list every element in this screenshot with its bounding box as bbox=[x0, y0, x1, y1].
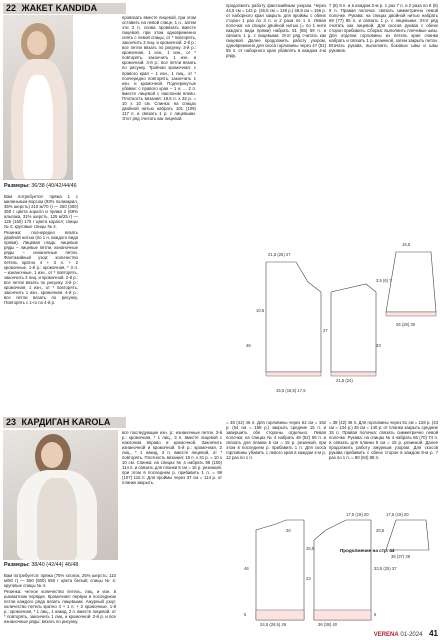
section2-number: 23 bbox=[6, 417, 17, 427]
d1-dim-5: 16,5 bbox=[402, 242, 411, 247]
section1-title: ЖАКЕТ KANDIDA bbox=[21, 3, 98, 13]
section1-sizes-label: Размеры: bbox=[4, 183, 30, 189]
section2-col2-text: все последующие изн. р.: изнаночные петли. 3-й р.: кромочная, * 1 лиц., 3 п. вместе лицевой с наклоном вправо и кромочной. Закончить изнаночной и кромочной. 5-й р.: кромочная, 2 лиц., * 1 накид, 3 п. вместе лицевой, от * повторять. Плотность вязания: 19 п. x 31 р. = 10 x 10 см. Спинка: на спицах № 4 набрать 98 (106) 114 п. и связать для планки 5 см = 15 р. резинкой, при этом в последнем р. прибавить 1 п. = 99 (107) 115 п. Для проймы через 37 см = 114 р. от планки закрыть. bbox=[122, 430, 222, 486]
section2-col4-text: = 38 (42) 46 п. Для горловины через 61 см = 128 р. (43 см = 134 р.) 45 см = 140 р. от планки закрыть средние 15 п. Правая полочка: связать симметрично левой полочке. Рукава: на спицах № 4 набрать 66 (70) 74 п. и связать для планки 5 см = 15 р. резинкой. Далее продолжить работу ажурным узором. Для скосов рукава прибавить с обеих сторон в каждом 8-м р. 7 раз по 1 п. = 80 (84) 88 п. bbox=[329, 420, 438, 461]
section1-pattern-diagram bbox=[226, 222, 438, 402]
section2-sizes-value: 38/40 (42/44) 46/48 bbox=[31, 562, 79, 568]
section1-col1 bbox=[4, 194, 78, 409]
section1-col4-text: 7 (8) 8 п. и в каждом 2-м р. 1 раз 7 п. и 2 раза по 8 (8) 8 п. Правая полочка: связать симметрично левой полочке. Рукава: на спицах двойной нитью набрать 69 (77) 85 п. и связать 1 р. с лицевыми. Этот ряд считать как лицевой. Для скосов рукава с обеих сторон прибавить. Сборка: выполнить плечевые швы. Для отделки горловины из петель края спинки набрать и связать 1 р. резинкой, затем закрыть петли. Втачать рукава, выполнить боковые швы и швы рукавов. bbox=[329, 3, 438, 54]
d1-dim-4: 27 bbox=[323, 328, 328, 333]
section2-col1 bbox=[4, 573, 116, 636]
d1-dim-9: 15,5 (16,5) 17,5 bbox=[276, 388, 306, 393]
page-footer bbox=[374, 629, 438, 638]
section1-col2-text: провязать вместе лицевой, при этом оставить на левой спице, 1 н., затем эти 3 п. снова провязать вместе лицевой, при этом одновременно снять с левой спицы, от * повторять, закончить 3 лиц. и кромочной. 2-й р.: все петли вязать по рисунку. 3-й р.: кромочная, 1 изн., 1 изн., от * повторять, закончить 1 изн. и кромочной. 4-й р.: все петли вязать по рисунку. Тройная кромочная: с правого края – 1 изн., 1 лиц., от * поочередно повторять, закончить 1 изн. и кромочной. Подчеркнутые убавки: с правого края – 1 н. ... 2 п. вместе лицевой с наклоном влево. Плотность вязания: 19,5 п. x 32 р. = 10 x 10 см. Спинка: на спицах двойной нитью набрать 101 (109) 117 п. и связать 1 р. с лицевыми. Этот ряд считать как лицевой. bbox=[122, 15, 196, 121]
d2-dim-11: 36 (38) 40 bbox=[318, 622, 338, 627]
d1-dim-2: 21,5 (24) bbox=[336, 378, 353, 383]
section1-header bbox=[3, 3, 126, 14]
section2-col3 bbox=[226, 420, 326, 510]
d2-dim-5: 5 bbox=[244, 612, 247, 617]
section2-pattern-diagram bbox=[226, 510, 431, 628]
d2-dim-4: 46 bbox=[244, 566, 249, 571]
section1-col1-text: Резинка: поочередно вязать двойной нитью (по 1 н. каждого вида пряжи). Лицевая гладь: лицевые ряды – лицевые петли, изнаночные ряды – изнаночные петли. Фантазийный узор: количество петель кратно 4 + 3 п. + 2 кромочные. 1-й р.: кромочная, * 3 п. – изнаночные, 1 изн., от * повторять, закончить 3 лиц. и кромочной. 2-й р.: все петли вязать по рисунку. 3-й р.: кромочная, 1 изн., от * повторять, закончить 1 изн., кромочная. 4-й р.: все петли вязать по рисунку. Повторять с 1-го по 4-й р. bbox=[4, 229, 78, 306]
d1-dim-10: 26 (28) 30 bbox=[396, 322, 416, 327]
d2-dim-3: 25,5 bbox=[306, 546, 315, 551]
section1-sizes-value: 36/38 (40/42/44/46 bbox=[31, 183, 77, 189]
section2-photo bbox=[3, 430, 118, 560]
d2-dim-12: 35 (37) 39 bbox=[391, 554, 411, 559]
section1-photo bbox=[3, 15, 73, 180]
d2-dim-6: 23 bbox=[306, 576, 311, 581]
d2-dim-8: 33,5 (25) 37 bbox=[374, 566, 397, 571]
d2-dim-1: 17,5 (19) 20 bbox=[346, 512, 369, 517]
footer-issue: 01-2024 bbox=[400, 632, 423, 638]
footer-brand: VERENA bbox=[373, 632, 399, 638]
section1-col3 bbox=[226, 3, 326, 233]
d1-dim-3: 10,5 bbox=[256, 308, 265, 313]
d1-dim-6: 46 bbox=[246, 343, 251, 348]
page-number: 41 bbox=[429, 629, 438, 638]
section2-header bbox=[3, 417, 126, 428]
d2-dim-9: 20 bbox=[286, 528, 291, 533]
d1-dim-7: 33 bbox=[376, 343, 381, 348]
continued-note: Продолжение на стр. 44 bbox=[340, 548, 395, 553]
d2-dim-13: 5 bbox=[374, 612, 377, 617]
section2-sizes bbox=[4, 562, 119, 568]
section1-sizes bbox=[4, 183, 114, 189]
d1-dim-8: 3,5 (6) 7 bbox=[376, 278, 392, 283]
section2-col1-text: Резинка: четное количество петель, лиц. и изн. в шахматном порядке. Кромочная: первую и последнюю петли каждого ряда вязать лицевыми. Ажурный узор: количество петель кратно 4 + 1 п. + 2 кромочные. 1-й р.: кромочная, * 1 лиц., 1 накид, 2 п. вместе лицевой, от * повторять, закончить 1 лиц. и кромочной. 2-й р. и все изнаночные ряды: вязать по рисунку. bbox=[4, 588, 116, 624]
d1-dim-1: 21,5 (25) 27 bbox=[268, 252, 291, 257]
d2-dim-2: 17,5 (19) 20 bbox=[386, 512, 409, 517]
section1-materials: Вам потребуется: пряжа 1 с миланьным ворсом (93% полиакрил, 35% шерсть) 210 м/70 г) — 250 (300) 350 г цвета коралл и пряжа 2 (69% альпака, 31% шерсть, 125 м/25 г) — 125 (150) 175 г цвета коралл; спицы № 4; круговые спицы № 4. bbox=[4, 194, 78, 230]
section2-sizes-label: Размеры: bbox=[4, 562, 30, 568]
section1-col3-text: продолжить работу фантазийным узором. Через 44,5 см = 142 р. (46,5 см = 148 р.) 48,5 см = 156 р. от наборного края закрыть для проймы с обеих сторон 1 раз по 3 п. и 2 раза по 1 п. Левая полочка: на спицах двойной нитью (= по 1 нити каждого вида пряжи) набрать 51 (55) 59 п. и связать 1 р. с лицевыми. Этот ряд считать как лицевой. Далее продолжить работу узором, одновременно для скоса горловины через 47 (51) 55 п. от наборного края убавлять в каждом 4-м ряду. bbox=[226, 3, 326, 59]
d2-dim-7: 24,5 (26,5) 28 bbox=[260, 622, 287, 627]
section1-col4 bbox=[329, 3, 438, 223]
section2-col3-text: = 38 (42) 46 п. Для горловины через 62 см = 192 р. (64 см = 198 р.) закрыть средние 15 п. и завершить обе стороны отдельно. Левая полочка: на спицах № 4 набрать 48 (52) 56 п. и связать для планки 5 см = 15 р. резинкой, при этом в последнем р. прибавить 1 п. Для скоса горловины убавить с левого края в каждом 4-м р. 12 раз по 1 п. bbox=[226, 420, 326, 461]
section1-col2 bbox=[122, 15, 196, 415]
d2-dim-10: 20,5 bbox=[376, 528, 385, 533]
section2-title: КАРДИГАН KAROLA bbox=[21, 417, 111, 427]
section2-materials: Вам потребуется: пряжа (75% хлопок, 25% шерсть; 110 м/50 г) — 550 (600) 650 г цвета белый; спицы № 4; круговые спицы № 4. bbox=[4, 573, 116, 589]
section2-col2 bbox=[122, 430, 222, 636]
section1-number: 22 bbox=[6, 3, 17, 13]
